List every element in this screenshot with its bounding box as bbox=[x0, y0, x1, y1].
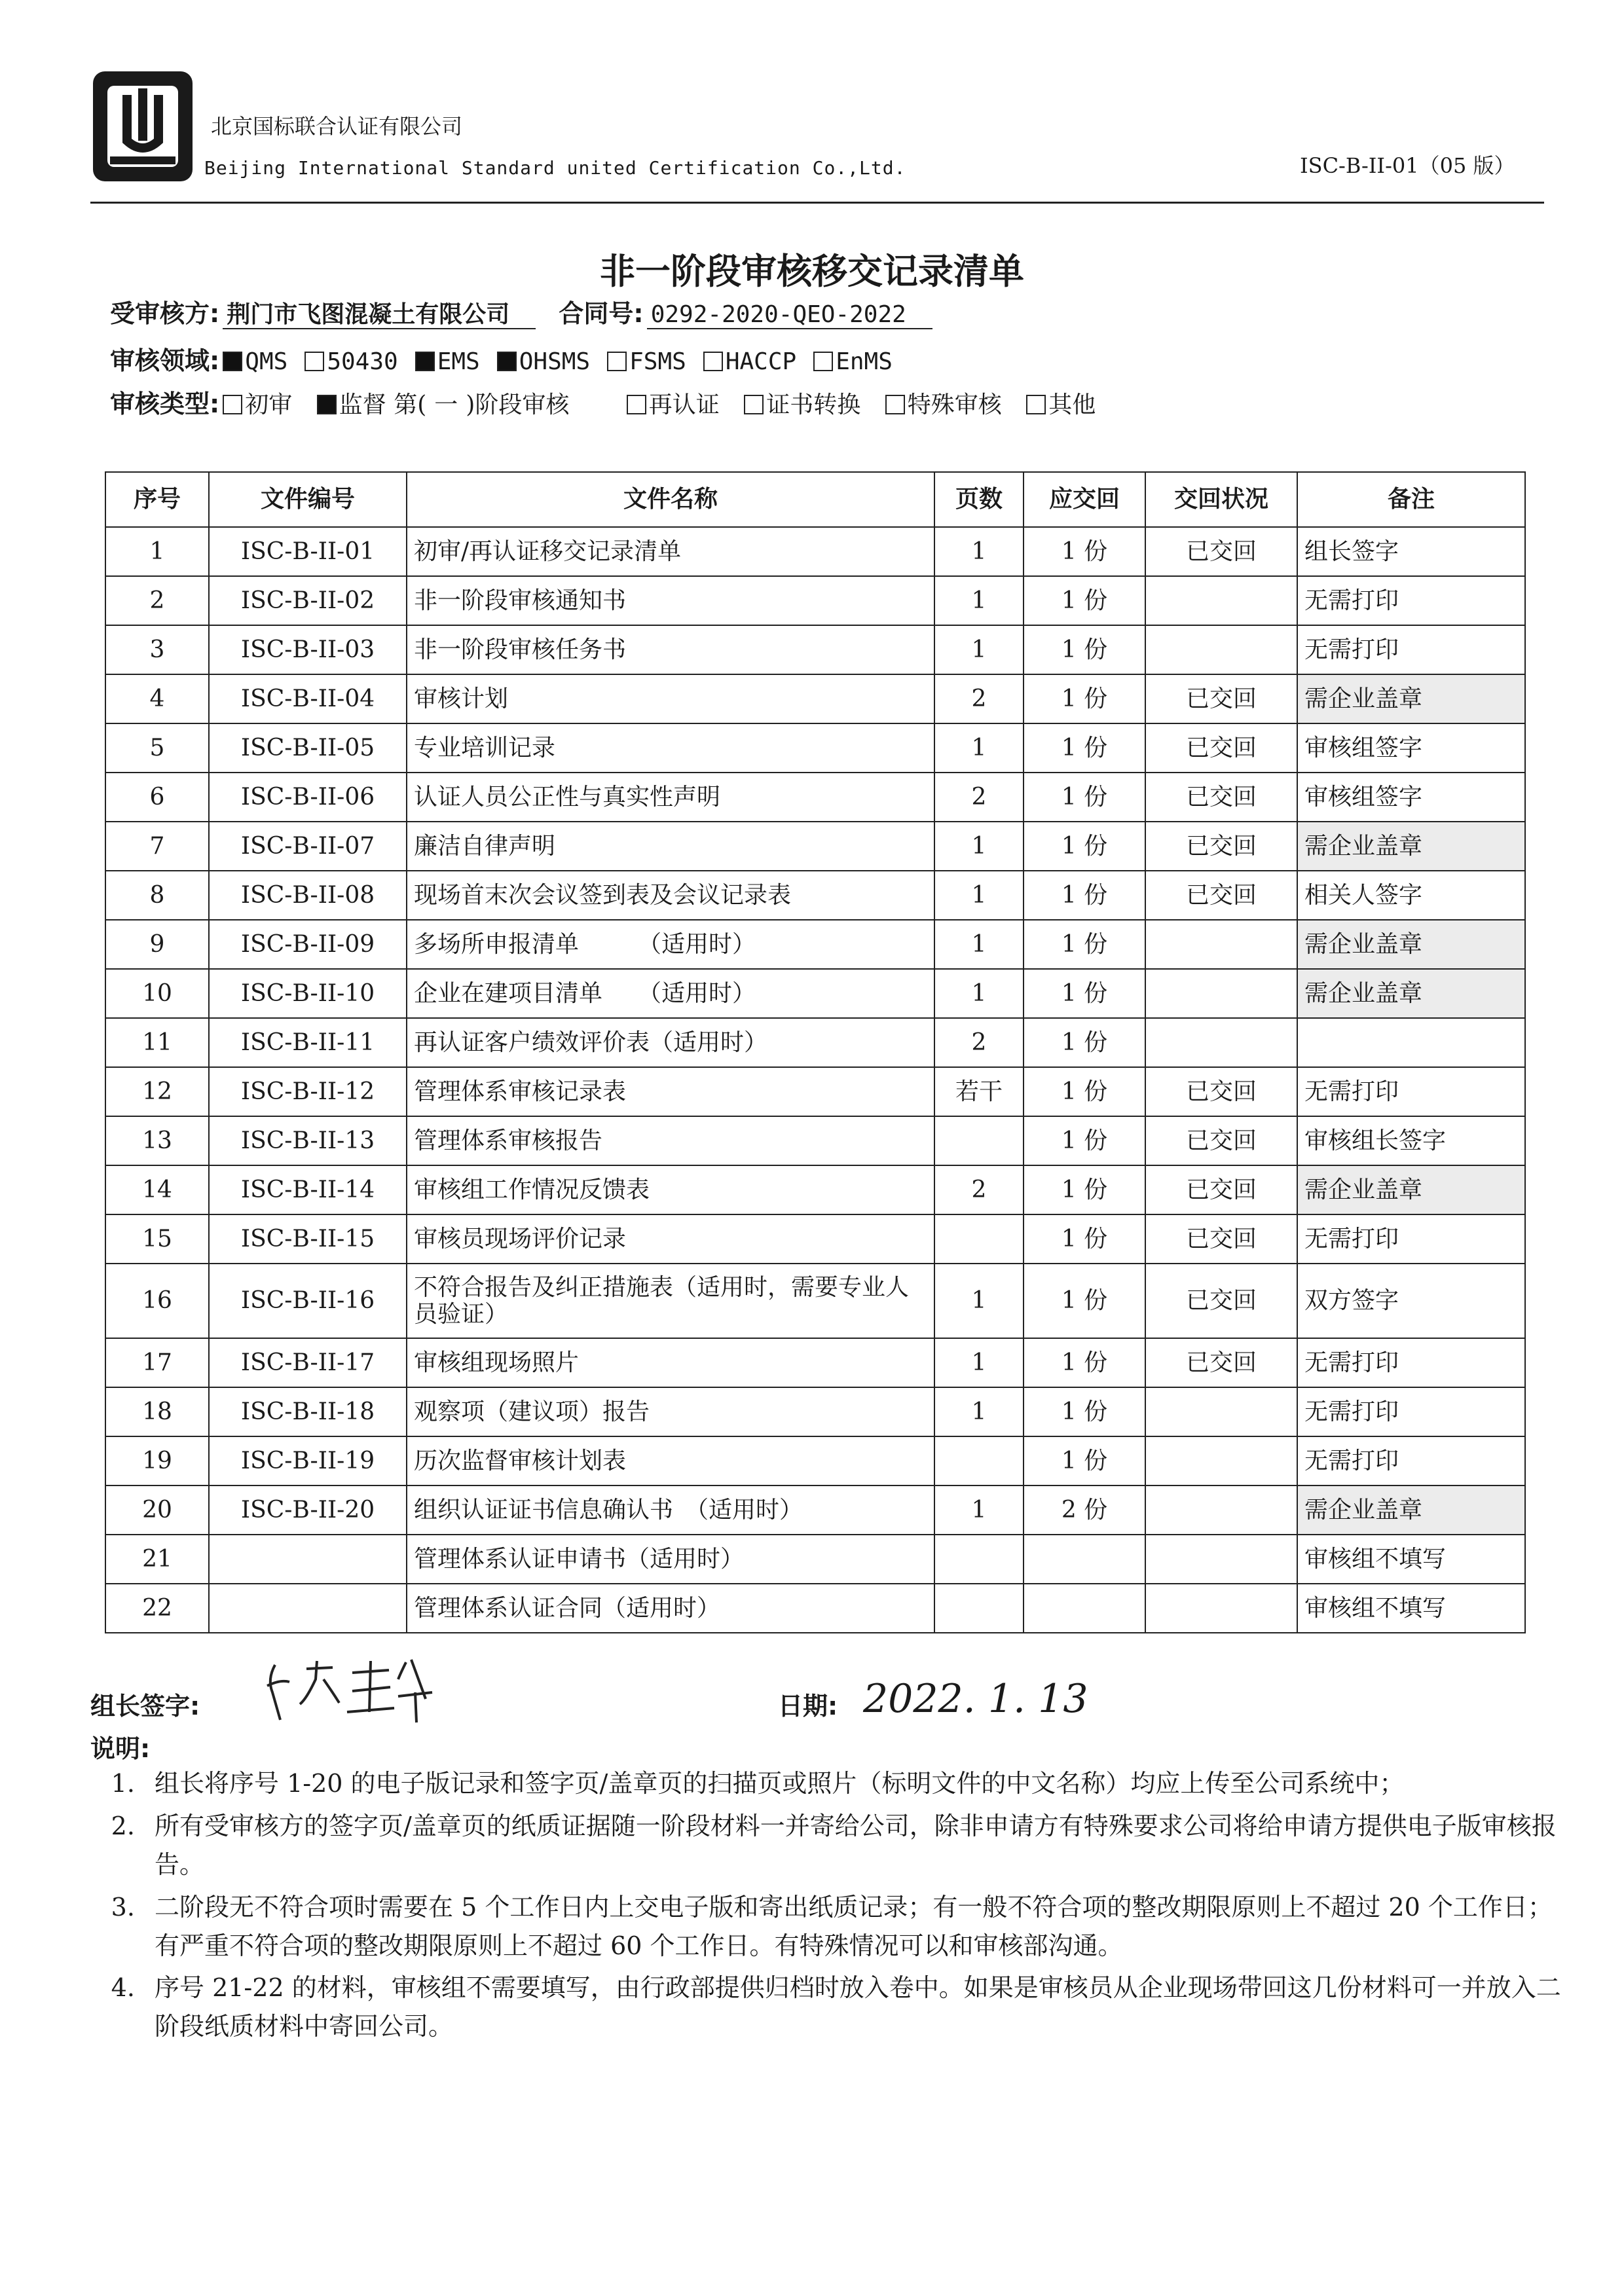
special-label: 特殊审核 bbox=[907, 392, 1002, 418]
cell-no: 1 bbox=[105, 527, 209, 576]
cell-pages: 1 bbox=[934, 1338, 1024, 1387]
cell-copies: 1 份 bbox=[1024, 1165, 1145, 1214]
cell-status: 已交回 bbox=[1145, 1338, 1297, 1387]
cell-status: 已交回 bbox=[1145, 527, 1297, 576]
cell-status bbox=[1145, 920, 1297, 969]
col-header-copies: 应交回 bbox=[1024, 472, 1145, 527]
domain-option bbox=[415, 348, 480, 375]
domains-row bbox=[110, 340, 910, 376]
cell-code: ISC-B-II-17 bbox=[209, 1338, 407, 1387]
cell-no: 8 bbox=[105, 871, 209, 920]
initial-label: 初审 bbox=[245, 392, 293, 418]
cell-no: 10 bbox=[105, 969, 209, 1018]
cell-code: ISC-B-II-20 bbox=[209, 1485, 407, 1535]
cell-status bbox=[1145, 1436, 1297, 1485]
domain-label: HACCP bbox=[725, 348, 797, 375]
cell-no: 6 bbox=[105, 773, 209, 822]
table-row bbox=[105, 625, 1525, 674]
cell-copies: 1 份 bbox=[1024, 576, 1145, 625]
cell-remark: 无需打印 bbox=[1297, 1214, 1525, 1264]
cell-remark: 需企业盖章 bbox=[1297, 674, 1525, 723]
cell-copies: 1 份 bbox=[1024, 1067, 1145, 1116]
cell-remark: 审核组签字 bbox=[1297, 723, 1525, 773]
cell-code: ISC-B-II-02 bbox=[209, 576, 407, 625]
cell-name: 多场所申报清单 （适用时） bbox=[407, 920, 934, 969]
domain-checkbox[interactable] bbox=[497, 352, 517, 371]
table-row bbox=[105, 1584, 1525, 1633]
auditee-value: 荆门市飞图混凝土有限公司 bbox=[223, 301, 536, 329]
domain-option bbox=[607, 348, 686, 375]
cell-status: 已交回 bbox=[1145, 723, 1297, 773]
cell-code bbox=[209, 1584, 407, 1633]
leader-signature bbox=[261, 1653, 437, 1725]
cell-remark: 双方签字 bbox=[1297, 1264, 1525, 1338]
cell-pages bbox=[934, 1584, 1024, 1633]
cell-code: ISC-B-II-19 bbox=[209, 1436, 407, 1485]
cell-status: 已交回 bbox=[1145, 871, 1297, 920]
audit-type-row bbox=[110, 384, 1113, 420]
table-row bbox=[105, 822, 1525, 871]
cell-copies bbox=[1024, 1535, 1145, 1584]
cell-name: 管理体系认证申请书（适用时） bbox=[407, 1535, 934, 1584]
cell-name: 观察项（建议项）报告 bbox=[407, 1387, 934, 1436]
cell-no: 14 bbox=[105, 1165, 209, 1214]
cell-status: 已交回 bbox=[1145, 773, 1297, 822]
cell-remark: 相关人签字 bbox=[1297, 871, 1525, 920]
cell-name: 管理体系认证合同（适用时） bbox=[407, 1584, 934, 1633]
cell-code: ISC-B-II-05 bbox=[209, 723, 407, 773]
cell-name: 管理体系审核报告 bbox=[407, 1116, 934, 1165]
cell-status bbox=[1145, 576, 1297, 625]
table-row bbox=[105, 871, 1525, 920]
other-checkbox[interactable] bbox=[1026, 395, 1046, 414]
cell-copies bbox=[1024, 1584, 1145, 1633]
cell-remark: 需企业盖章 bbox=[1297, 969, 1525, 1018]
cell-status: 已交回 bbox=[1145, 822, 1297, 871]
cell-name: 审核组现场照片 bbox=[407, 1338, 934, 1387]
signature-label: 组长签字: bbox=[90, 1692, 200, 1721]
initial-checkbox[interactable] bbox=[223, 395, 242, 414]
col-header-name: 文件名称 bbox=[407, 472, 934, 527]
cell-copies: 1 份 bbox=[1024, 1387, 1145, 1436]
cell-no: 4 bbox=[105, 674, 209, 723]
cell-pages bbox=[934, 1535, 1024, 1584]
table-row bbox=[105, 969, 1525, 1018]
cell-name: 现场首末次会议签到表及会议记录表 bbox=[407, 871, 934, 920]
cell-copies: 1 份 bbox=[1024, 625, 1145, 674]
stage-prefix: 第( bbox=[394, 392, 427, 418]
cell-code: ISC-B-II-13 bbox=[209, 1116, 407, 1165]
cell-name: 初审/再认证移交记录清单 bbox=[407, 527, 934, 576]
cell-no: 19 bbox=[105, 1436, 209, 1485]
cell-status bbox=[1145, 1485, 1297, 1535]
transfer-label: 证书转换 bbox=[766, 392, 861, 418]
cell-name: 廉洁自律声明 bbox=[407, 822, 934, 871]
table-row bbox=[105, 674, 1525, 723]
supervision-label: 监督 bbox=[339, 392, 386, 418]
cell-name: 再认证客户绩效评价表（适用时） bbox=[407, 1018, 934, 1067]
cell-name: 管理体系审核记录表 bbox=[407, 1067, 934, 1116]
col-header-code: 文件编号 bbox=[209, 472, 407, 527]
handover-table bbox=[105, 471, 1526, 1633]
domain-option bbox=[223, 348, 287, 375]
table-row bbox=[105, 1535, 1525, 1584]
audit-type-label: 审核类型: bbox=[110, 390, 220, 418]
cell-remark: 审核组长签字 bbox=[1297, 1116, 1525, 1165]
cell-name: 认证人员公正性与真实性声明 bbox=[407, 773, 934, 822]
cell-status bbox=[1145, 625, 1297, 674]
cell-copies: 1 份 bbox=[1024, 1214, 1145, 1264]
cell-remark: 需企业盖章 bbox=[1297, 822, 1525, 871]
domain-checkbox[interactable] bbox=[703, 352, 723, 371]
domain-label: EMS bbox=[437, 348, 480, 375]
domain-checkbox[interactable] bbox=[813, 352, 833, 371]
contract-label: 合同号: bbox=[559, 299, 644, 328]
table-row bbox=[105, 1067, 1525, 1116]
table-row bbox=[105, 920, 1525, 969]
cell-status bbox=[1145, 1018, 1297, 1067]
table-row bbox=[105, 1387, 1525, 1436]
cell-copies: 1 份 bbox=[1024, 1338, 1145, 1387]
table-row bbox=[105, 1436, 1525, 1485]
notes-label: 说明: bbox=[90, 1734, 151, 1763]
cell-code: ISC-B-II-09 bbox=[209, 920, 407, 969]
cell-no: 5 bbox=[105, 723, 209, 773]
cell-code: ISC-B-II-11 bbox=[209, 1018, 407, 1067]
cell-no: 3 bbox=[105, 625, 209, 674]
company-name-cn: 北京国标联合认证有限公司 bbox=[211, 114, 463, 139]
cell-copies: 1 份 bbox=[1024, 773, 1145, 822]
table-row bbox=[105, 1165, 1525, 1214]
cell-pages: 2 bbox=[934, 1165, 1024, 1214]
domain-checkbox[interactable] bbox=[304, 352, 324, 371]
note-item: 1. 组长将序号 1-20 的电子版记录和签字页/盖章页的扫描页或照片（标明文件的中文名称）均应上传至公司系统中； bbox=[143, 1764, 1570, 1803]
cell-status: 已交回 bbox=[1145, 1214, 1297, 1264]
notes-list bbox=[90, 1764, 1570, 2050]
company-logo bbox=[90, 69, 195, 184]
cell-code: ISC-B-II-14 bbox=[209, 1165, 407, 1214]
cell-status bbox=[1145, 1584, 1297, 1633]
cell-name: 非一阶段审核任务书 bbox=[407, 625, 934, 674]
domain-label: 50430 bbox=[327, 348, 398, 375]
cell-status: 已交回 bbox=[1145, 1116, 1297, 1165]
cell-pages: 1 bbox=[934, 1485, 1024, 1535]
domain-checkbox[interactable] bbox=[415, 352, 435, 371]
cell-remark bbox=[1297, 1018, 1525, 1067]
cell-copies: 2 份 bbox=[1024, 1485, 1145, 1535]
cell-name: 历次监督审核计划表 bbox=[407, 1436, 934, 1485]
cell-no: 9 bbox=[105, 920, 209, 969]
col-header-no: 序号 bbox=[105, 472, 209, 527]
cell-code: ISC-B-II-06 bbox=[209, 773, 407, 822]
col-header-status: 交回状况 bbox=[1145, 472, 1297, 527]
table-row bbox=[105, 1264, 1525, 1338]
table-row bbox=[105, 1214, 1525, 1264]
cell-code: ISC-B-II-16 bbox=[209, 1264, 407, 1338]
cell-code: ISC-B-II-12 bbox=[209, 1067, 407, 1116]
domain-label: OHSMS bbox=[519, 348, 591, 375]
cell-remark: 审核组签字 bbox=[1297, 773, 1525, 822]
form-code: ISC-B-II-01（05 版） bbox=[1300, 153, 1515, 178]
date-label: 日期: bbox=[778, 1692, 838, 1721]
cell-code: ISC-B-II-07 bbox=[209, 822, 407, 871]
recert-checkbox[interactable] bbox=[627, 395, 646, 414]
cell-pages: 1 bbox=[934, 576, 1024, 625]
cell-pages: 1 bbox=[934, 527, 1024, 576]
table-header-row bbox=[105, 472, 1525, 527]
table-row bbox=[105, 1116, 1525, 1165]
cell-name: 不符合报告及纠正措施表（适用时，需要专业人员验证） bbox=[407, 1264, 934, 1338]
domain-option bbox=[304, 348, 397, 375]
cell-pages: 1 bbox=[934, 1264, 1024, 1338]
note-item: 2. 所有受审核方的签字页/盖章页的纸质证据随一阶段材料一并寄给公司，除非申请方有特殊要求公司将给申请方提供电子版审核报告。 bbox=[143, 1807, 1570, 1884]
cell-pages: 1 bbox=[934, 871, 1024, 920]
cell-no: 11 bbox=[105, 1018, 209, 1067]
table-row bbox=[105, 773, 1525, 822]
cell-name: 非一阶段审核通知书 bbox=[407, 576, 934, 625]
col-header-pages: 页数 bbox=[934, 472, 1024, 527]
cell-status bbox=[1145, 1387, 1297, 1436]
note-item: 3. 二阶段无不符合项时需要在 5 个工作日内上交电子版和寄出纸质记录；有一般不符合项的整改期限原则上不超过 20 个工作日；有严重不符合项的整改期限原则上不超过 60 个工作日。有特殊情况可以和审核部沟通。 bbox=[143, 1888, 1570, 1965]
cell-copies: 1 份 bbox=[1024, 1018, 1145, 1067]
cell-remark: 无需打印 bbox=[1297, 1387, 1525, 1436]
domain-label: EnMS bbox=[836, 348, 893, 375]
cell-remark: 无需打印 bbox=[1297, 1436, 1525, 1485]
cell-remark: 审核组不填写 bbox=[1297, 1535, 1525, 1584]
cell-name: 审核员现场评价记录 bbox=[407, 1214, 934, 1264]
table-row bbox=[105, 1485, 1525, 1535]
col-header-remark: 备注 bbox=[1297, 472, 1525, 527]
cell-remark: 无需打印 bbox=[1297, 576, 1525, 625]
header-divider bbox=[90, 202, 1544, 204]
cell-no: 20 bbox=[105, 1485, 209, 1535]
company-name-en: Beijing International Standard united Certification Co.,Ltd. bbox=[204, 157, 906, 179]
cell-pages: 1 bbox=[934, 1387, 1024, 1436]
recert-label: 再认证 bbox=[648, 392, 720, 418]
cell-copies: 1 份 bbox=[1024, 674, 1145, 723]
date-value: 2022. 1. 13 bbox=[863, 1676, 1088, 1722]
cell-no: 12 bbox=[105, 1067, 209, 1116]
cell-no: 2 bbox=[105, 576, 209, 625]
cell-copies: 1 份 bbox=[1024, 527, 1145, 576]
domains-options bbox=[223, 348, 910, 375]
cell-pages: 1 bbox=[934, 822, 1024, 871]
table-row bbox=[105, 1018, 1525, 1067]
domains-label: 审核领域: bbox=[110, 346, 220, 375]
cell-status: 已交回 bbox=[1145, 1067, 1297, 1116]
cell-remark: 需企业盖章 bbox=[1297, 1485, 1525, 1535]
cell-remark: 组长签字 bbox=[1297, 527, 1525, 576]
domain-checkbox[interactable] bbox=[607, 352, 627, 371]
cell-name: 审核组工作情况反馈表 bbox=[407, 1165, 934, 1214]
table-row bbox=[105, 576, 1525, 625]
cell-name: 专业培训记录 bbox=[407, 723, 934, 773]
cell-code: ISC-B-II-01 bbox=[209, 527, 407, 576]
cell-pages: 1 bbox=[934, 625, 1024, 674]
cell-pages: 2 bbox=[934, 674, 1024, 723]
cell-copies: 1 份 bbox=[1024, 822, 1145, 871]
cell-pages: 若干 bbox=[934, 1067, 1024, 1116]
cell-remark: 无需打印 bbox=[1297, 625, 1525, 674]
supervision-checkbox[interactable] bbox=[317, 395, 337, 414]
cell-copies: 1 份 bbox=[1024, 1264, 1145, 1338]
cell-pages: 1 bbox=[934, 723, 1024, 773]
cell-name: 企业在建项目清单 （适用时） bbox=[407, 969, 934, 1018]
other-label: 其他 bbox=[1048, 392, 1096, 418]
cell-copies: 1 份 bbox=[1024, 1116, 1145, 1165]
cell-code: ISC-B-II-08 bbox=[209, 871, 407, 920]
cell-copies: 1 份 bbox=[1024, 1436, 1145, 1485]
cell-pages bbox=[934, 1116, 1024, 1165]
cell-no: 18 bbox=[105, 1387, 209, 1436]
cell-code: ISC-B-II-10 bbox=[209, 969, 407, 1018]
cell-no: 16 bbox=[105, 1264, 209, 1338]
cell-pages: 1 bbox=[934, 969, 1024, 1018]
cell-copies: 1 份 bbox=[1024, 723, 1145, 773]
auditee-row bbox=[110, 293, 932, 329]
page-title: 非一阶段审核移交记录清单 bbox=[600, 251, 1024, 292]
transfer-checkbox[interactable] bbox=[744, 395, 764, 414]
cell-name: 审核计划 bbox=[407, 674, 934, 723]
cell-no: 13 bbox=[105, 1116, 209, 1165]
table-row bbox=[105, 723, 1525, 773]
cell-code bbox=[209, 1535, 407, 1584]
cell-no: 7 bbox=[105, 822, 209, 871]
cell-name: 组织认证证书信息确认书 （适用时） bbox=[407, 1485, 934, 1535]
cell-no: 21 bbox=[105, 1535, 209, 1584]
domain-label: FSMS bbox=[629, 348, 686, 375]
cell-status: 已交回 bbox=[1145, 1264, 1297, 1338]
cell-remark: 无需打印 bbox=[1297, 1067, 1525, 1116]
cell-code: ISC-B-II-03 bbox=[209, 625, 407, 674]
cell-status: 已交回 bbox=[1145, 674, 1297, 723]
contract-value: 0292-2020-QEO-2022 bbox=[647, 301, 932, 329]
auditee-label: 受审核方: bbox=[110, 299, 220, 328]
cell-status bbox=[1145, 1535, 1297, 1584]
domain-label: QMS bbox=[245, 348, 288, 375]
cell-copies: 1 份 bbox=[1024, 920, 1145, 969]
domain-option bbox=[497, 348, 590, 375]
table-row bbox=[105, 527, 1525, 576]
cell-code: ISC-B-II-18 bbox=[209, 1387, 407, 1436]
cell-no: 22 bbox=[105, 1584, 209, 1633]
cell-pages bbox=[934, 1214, 1024, 1264]
cell-pages: 1 bbox=[934, 920, 1024, 969]
stage-number: 一 bbox=[434, 392, 458, 418]
domain-checkbox[interactable] bbox=[223, 352, 242, 371]
cell-remark: 无需打印 bbox=[1297, 1338, 1525, 1387]
cell-copies: 1 份 bbox=[1024, 969, 1145, 1018]
cell-pages: 2 bbox=[934, 773, 1024, 822]
cell-remark: 审核组不填写 bbox=[1297, 1584, 1525, 1633]
domain-option bbox=[703, 348, 796, 375]
cell-no: 15 bbox=[105, 1214, 209, 1264]
domain-option bbox=[813, 348, 893, 375]
cell-pages: 2 bbox=[934, 1018, 1024, 1067]
table-row bbox=[105, 1338, 1525, 1387]
cell-copies: 1 份 bbox=[1024, 871, 1145, 920]
cell-remark: 需企业盖章 bbox=[1297, 920, 1525, 969]
cell-code: ISC-B-II-04 bbox=[209, 674, 407, 723]
cell-no: 17 bbox=[105, 1338, 209, 1387]
cell-code: ISC-B-II-15 bbox=[209, 1214, 407, 1264]
note-item: 4. 序号 21-22 的材料，审核组不需要填写，由行政部提供归档时放入卷中。如果是审核员从企业现场带回这几份材料可一并放入二阶段纸质材料中寄回公司。 bbox=[143, 1969, 1570, 2046]
cell-status: 已交回 bbox=[1145, 1165, 1297, 1214]
stage-suffix: )阶段审核 bbox=[466, 392, 570, 418]
cell-pages bbox=[934, 1436, 1024, 1485]
special-checkbox[interactable] bbox=[885, 395, 905, 414]
cell-status bbox=[1145, 969, 1297, 1018]
cell-remark: 需企业盖章 bbox=[1297, 1165, 1525, 1214]
